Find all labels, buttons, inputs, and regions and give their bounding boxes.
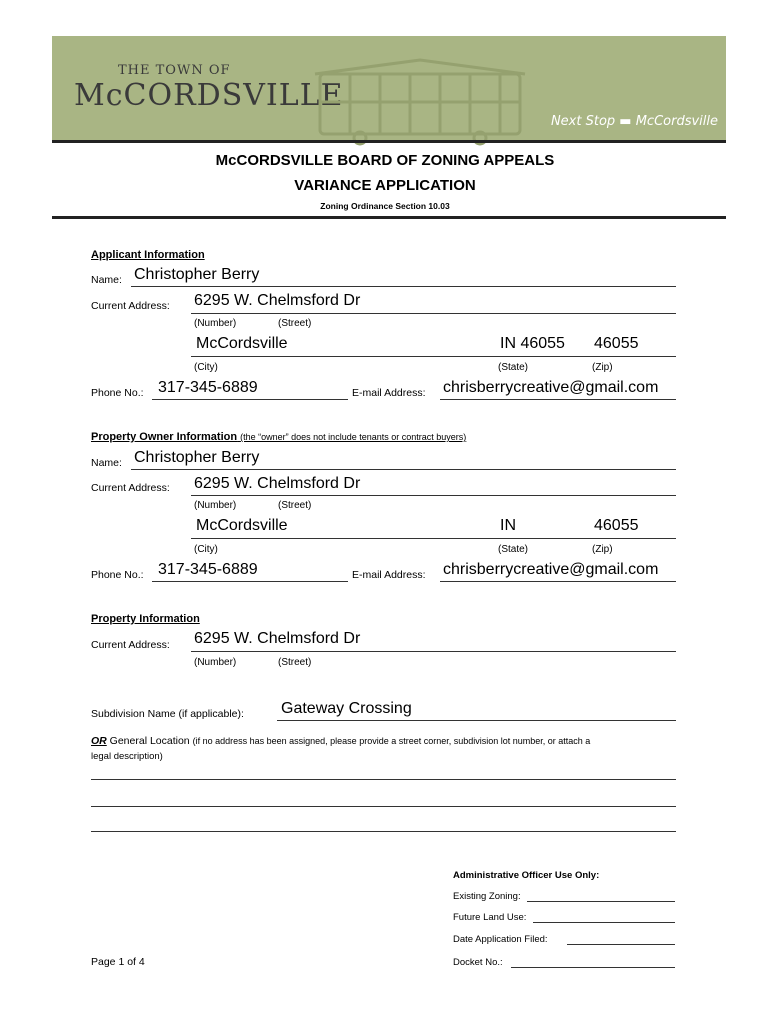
applicant-phone-value[interactable]: 317-345-6889 bbox=[158, 379, 258, 396]
existing-zoning-label: Existing Zoning: bbox=[453, 891, 521, 902]
date-filed-label: Date Application Filed: bbox=[453, 934, 548, 945]
property-address-label: Current Address: bbox=[91, 639, 170, 651]
applicant-phone-line[interactable] bbox=[152, 399, 348, 400]
future-land-use-label: Future Land Use: bbox=[453, 912, 527, 923]
future-land-use-line[interactable] bbox=[533, 922, 675, 923]
owner-name-value[interactable]: Christopher Berry bbox=[134, 449, 260, 466]
general-location-label: OR General Location (if no address has been assigned, please provide a street corner, subdivision lot number, or attach a bbox=[91, 735, 591, 747]
zip-caption: (Zip) bbox=[592, 544, 613, 555]
owner-email-value[interactable]: chrisberrycreative@gmail.com bbox=[443, 561, 659, 578]
header-banner bbox=[52, 36, 726, 140]
docket-line[interactable] bbox=[511, 967, 675, 968]
property-address-line[interactable] bbox=[191, 651, 676, 652]
owner-email-line[interactable] bbox=[440, 581, 676, 582]
city-caption: (City) bbox=[194, 544, 218, 555]
street-caption: (Street) bbox=[278, 657, 312, 668]
zip-caption: (Zip) bbox=[592, 362, 613, 373]
owner-state-value[interactable]: IN bbox=[500, 517, 516, 534]
applicant-heading: Applicant Information bbox=[91, 249, 205, 261]
existing-zoning-line[interactable] bbox=[527, 901, 675, 902]
owner-phone-line[interactable] bbox=[152, 581, 348, 582]
town-name-logo: McCORDSVILLE bbox=[74, 78, 344, 113]
property-address-value[interactable]: 6295 W. Chelmsford Dr bbox=[194, 630, 361, 647]
docket-label: Docket No.: bbox=[453, 957, 503, 968]
general-location-line-1[interactable] bbox=[91, 779, 676, 780]
applicant-email-value[interactable]: chrisberrycreative@gmail.com bbox=[443, 379, 659, 396]
applicant-zip-value[interactable]: 46055 bbox=[594, 335, 639, 352]
number-caption: (Number) bbox=[194, 500, 237, 511]
city-caption: (City) bbox=[194, 362, 218, 373]
applicant-city-value[interactable]: McCordsville bbox=[196, 335, 288, 352]
applicant-phone-label: Phone No.: bbox=[91, 387, 144, 399]
number-caption: (Number) bbox=[194, 657, 237, 668]
general-location-line-3[interactable] bbox=[91, 831, 676, 832]
owner-name-line[interactable] bbox=[131, 469, 676, 470]
owner-phone-value[interactable]: 317-345-6889 bbox=[158, 561, 258, 578]
subdivision-label: Subdivision Name (if applicable): bbox=[91, 708, 244, 720]
applicant-name-line[interactable] bbox=[131, 286, 676, 287]
owner-email-label: E-mail Address: bbox=[352, 569, 426, 581]
subdivision-value[interactable]: Gateway Crossing bbox=[281, 700, 412, 717]
owner-zip-value[interactable]: 46055 bbox=[594, 517, 639, 534]
owner-address-value[interactable]: 6295 W. Chelmsford Dr bbox=[194, 475, 361, 492]
applicant-address-line[interactable] bbox=[191, 313, 676, 314]
applicant-email-line[interactable] bbox=[440, 399, 676, 400]
owner-address-label: Current Address: bbox=[91, 482, 170, 494]
subdivision-line[interactable] bbox=[277, 720, 676, 721]
admin-heading: Administrative Officer Use Only: bbox=[453, 870, 600, 881]
state-caption: (State) bbox=[498, 544, 529, 555]
state-caption: (State) bbox=[498, 362, 529, 373]
general-location-line-2[interactable] bbox=[91, 806, 676, 807]
applicant-city-line[interactable] bbox=[191, 356, 676, 357]
title-rule bbox=[52, 216, 726, 219]
general-location-note-2: legal description) bbox=[91, 751, 163, 762]
owner-address-line[interactable] bbox=[191, 495, 676, 496]
header-rule bbox=[52, 140, 726, 143]
trolley-icon bbox=[310, 54, 530, 146]
form-title: McCORDSVILLE BOARD OF ZONING APPEALS bbox=[215, 152, 555, 169]
owner-heading: Property Owner Information (the “owner” does not include tenants or contract buyers) bbox=[91, 431, 467, 443]
owner-phone-label: Phone No.: bbox=[91, 569, 144, 581]
date-filed-line[interactable] bbox=[567, 944, 675, 945]
applicant-name-value[interactable]: Christopher Berry bbox=[134, 266, 260, 283]
applicant-state-value[interactable]: IN 46055 bbox=[500, 335, 565, 352]
number-caption: (Number) bbox=[194, 318, 237, 329]
street-caption: (Street) bbox=[278, 500, 312, 511]
applicant-address-value[interactable]: 6295 W. Chelmsford Dr bbox=[194, 292, 361, 309]
applicant-name-label: Name: bbox=[91, 274, 122, 286]
form-subtitle: VARIANCE APPLICATION bbox=[294, 177, 476, 194]
applicant-email-label: E-mail Address: bbox=[352, 387, 426, 399]
owner-name-label: Name: bbox=[91, 457, 122, 469]
street-caption: (Street) bbox=[278, 318, 312, 329]
town-line: THE TOWN OF bbox=[118, 63, 231, 78]
page-number: Page 1 of 4 bbox=[91, 956, 145, 968]
owner-city-value[interactable]: McCordsville bbox=[196, 517, 288, 534]
tagline: Next Stop ▬ McCordsville bbox=[550, 114, 718, 129]
owner-note: (the “owner” does not include tenants or contract buyers) bbox=[240, 432, 467, 442]
general-location-note: (if no address has been assigned, please provide a street corner, subdivision lot number, or attach a bbox=[192, 736, 591, 746]
property-heading: Property Information bbox=[91, 613, 200, 625]
ordinance-section: Zoning Ordinance Section 10.03 bbox=[320, 201, 450, 211]
owner-city-line[interactable] bbox=[191, 538, 676, 539]
applicant-address-label: Current Address: bbox=[91, 300, 170, 312]
